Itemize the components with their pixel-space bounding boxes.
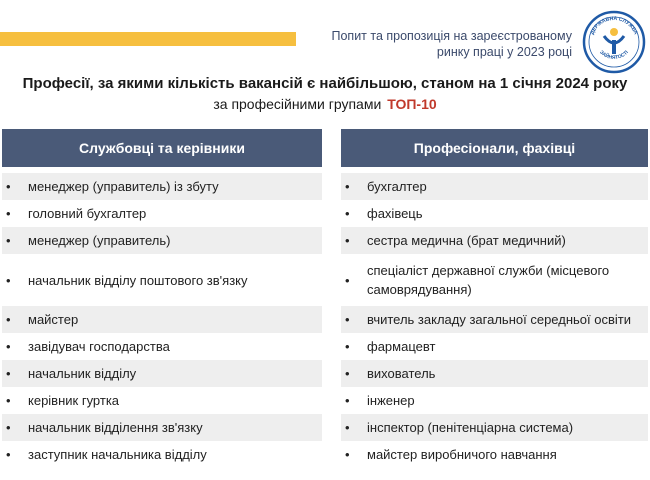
page-title: Професії, за якими кількість вакансій є найбільшою, станом на 1 січня 2024 року [22,75,628,92]
list-item: • сестра медична (брат медичний) [341,227,648,254]
column-clerks-managers [2,129,322,468]
bullet-icon: • [345,272,350,288]
header-caption-line2: ринку праці у 2023 році [436,45,572,59]
list-item: • вихователь [341,360,648,387]
list-item: • інженер [341,387,648,414]
list-item: • керівник гуртка [2,387,322,414]
list-item: • заступник начальника відділу [2,441,322,468]
list-item: • начальник відділу [2,360,322,387]
bullet-icon: • [6,393,11,408]
subtitle-text: за професійними групами [213,96,382,112]
column-header: Службовці та керівники [2,129,322,167]
list-item: • фармацевт [341,333,648,360]
list-item: • завідувач господарства [2,333,322,360]
bullet-icon: • [345,393,350,408]
bullet-icon: • [345,447,350,462]
bullet-icon: • [6,233,11,248]
bullet-icon: • [6,366,11,381]
bullet-icon: • [345,179,350,194]
accent-bar [0,32,296,46]
list-item: • майстер виробничого навчання [341,441,648,468]
list-item: • фахівець [341,200,648,227]
list-item: • бухгалтер [341,173,648,200]
column-header: Професіонали, фахівці [341,129,648,167]
list-item: • начальник відділення зв'язку [2,414,322,441]
list-item: • головний бухгалтер [2,200,322,227]
logo-top-text: ДЕРЖАВНА СЛУЖБА [589,15,639,36]
list-item: • майстер [2,306,322,333]
bullet-icon: • [345,366,350,381]
bullet-icon: • [345,206,350,221]
list-item: • вчитель закладу загальної середньої освіти [341,306,648,333]
column-professionals-specialists [341,129,648,468]
bullet-icon: • [6,339,11,354]
bullet-icon: • [345,420,350,435]
bullet-icon: • [345,233,350,248]
header-caption-line1: Попит та пропозиція на зареєстрованому [331,29,572,43]
employment-service-logo [582,10,646,74]
bullet-icon: • [6,206,11,221]
bullet-icon: • [345,339,350,354]
list-item: • інспектор (пенітенціарна система) [341,414,648,441]
bullet-icon: • [6,179,11,194]
page-subtitle [0,96,650,112]
bullet-icon: • [6,447,11,462]
list-item: • менеджер (управитель) [2,227,322,254]
bullet-icon: • [345,312,350,327]
top10-highlight: ТОП-10 [387,96,437,112]
bullet-icon: • [6,272,11,288]
list-item: • спеціаліст державної служби (місцевого самоврядування) [341,254,648,306]
header-caption [300,28,572,60]
logo-bottom-text: ЗАЙНЯТОСТІ [598,49,630,61]
bullet-icon: • [6,420,11,435]
list-item: • начальник відділу поштового зв'язку [2,254,322,306]
list-item: • менеджер (управитель) із збуту [2,173,322,200]
bullet-icon: • [6,312,11,327]
